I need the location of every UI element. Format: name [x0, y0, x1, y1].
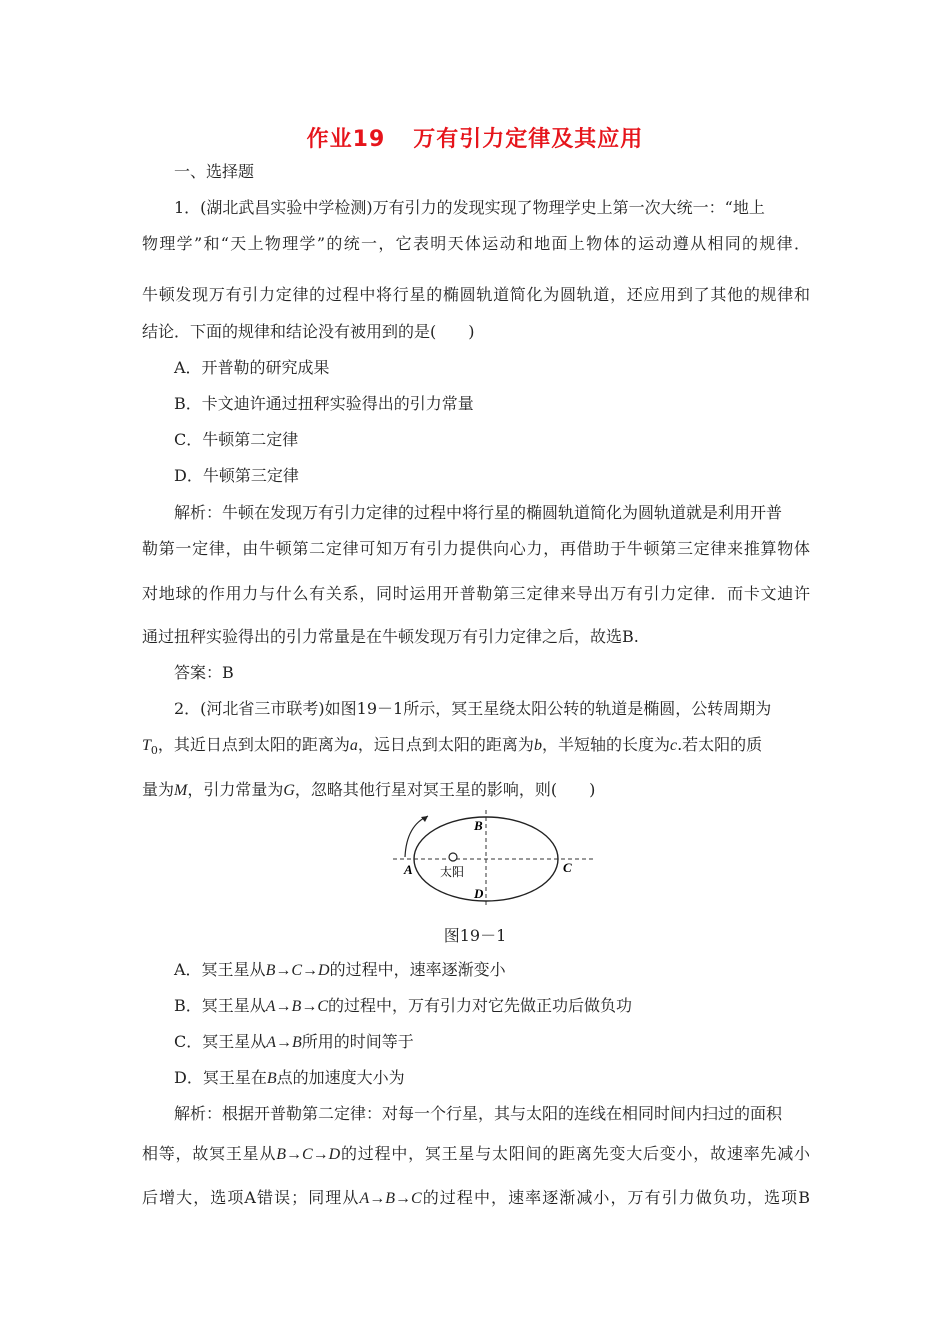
title-assignment-number: 作业19 [306, 127, 386, 152]
point-label-c: C [563, 860, 572, 875]
text: 的过程中，速率逐渐变小 [329, 960, 506, 979]
q2-line-2 [142, 735, 762, 761]
path-label: A→B [266, 1034, 302, 1051]
text: ，其近日点到太阳的距离为 [157, 735, 350, 754]
text: B．冥王星从 [174, 996, 266, 1015]
var-b: b [533, 737, 542, 754]
point-label-b: B [474, 818, 483, 833]
title-topic: 万有引力定律及其应用 [413, 127, 644, 152]
text: 所用的时间等于 [301, 1032, 414, 1051]
text: 的过程中，万有引力对它先做正功后做负功 [327, 996, 632, 1015]
q1-analysis-line-2: 勒第一定律，由牛顿第二定律可知万有引力提供向心力，再借助于牛顿第三定律来推算物体 [142, 539, 810, 558]
var-M: M [174, 782, 188, 799]
text: ，引力常量为 [187, 780, 284, 799]
q2-option-b [174, 996, 632, 1017]
q2-line-3 [142, 780, 595, 801]
text: ，半短轴的长度为 [541, 735, 670, 754]
text: 相等，故冥王星从 [142, 1144, 277, 1163]
text: ，忽略其他行星对冥王星的影响，则( ) [294, 780, 596, 799]
sun-label: 太阳 [440, 865, 465, 879]
sun-marker [449, 853, 457, 861]
q1-option-b: B．卡文迪许通过扭秤实验得出的引力常量 [174, 394, 474, 413]
var-c: c [669, 737, 678, 754]
q1-line-4: 结论．下面的规律和结论没有被用到的是( ) [142, 322, 475, 341]
q2-line-1: 2．(河北省三市联考)如图19－1所示，冥王星绕太阳公转的轨道是椭圆，公转周期为 [174, 699, 772, 718]
q1-line-3: 牛顿发现万有引力定律的过程中将行星的椭圆轨道简化为圆轨道，还应用到了其他的规律和 [142, 285, 810, 304]
text: C．冥王星从 [174, 1032, 267, 1051]
text: D．冥王星在 [174, 1068, 267, 1087]
var-G: G [283, 782, 295, 799]
page-title [0, 122, 950, 153]
var-a: a [349, 737, 358, 754]
point-label-a: A [404, 862, 413, 877]
q1-option-d: D．牛顿第三定律 [174, 466, 299, 485]
path-label: B→C→D [276, 1146, 341, 1163]
section-heading: 一、选择题 [174, 162, 255, 181]
text: 的过程中，速率逐渐减小，万有引力做负功，选项B [421, 1188, 810, 1207]
text: A．冥王星从 [174, 960, 266, 979]
q2-analysis-line-2 [142, 1144, 810, 1165]
path-label: B→C→D [265, 962, 330, 979]
text: 后增大，选项A错误；同理从 [142, 1188, 360, 1207]
text: 的过程中，冥王星与太阳间的距离先变大后变小，故速率先减小 [340, 1144, 810, 1163]
q2-analysis-line-3 [142, 1188, 810, 1209]
subscript-0: 0 [150, 744, 158, 758]
text: 点的加速度大小为 [276, 1068, 405, 1087]
text: ，远日点到太阳的距离为 [357, 735, 534, 754]
q1-analysis-line-3: 对地球的作用力与什么有关系，同时运用开普勒第三定律来导出万有引力定律．而卡文迪许 [142, 584, 810, 603]
orbit-figure [390, 806, 600, 915]
path-label: A→B→C [359, 1190, 422, 1207]
q1-analysis-line-4: 通过扭秤实验得出的引力常量是在牛顿发现万有引力定律之后，故选B. [142, 627, 639, 646]
q2-option-c [174, 1032, 414, 1053]
q2-option-a [174, 960, 506, 981]
orbit-diagram [390, 806, 600, 911]
var-T: T [142, 737, 151, 754]
q1-analysis-line-1: 解析：牛顿在发现万有引力定律的过程中将行星的椭圆轨道简化为圆轨道就是利用开普 [174, 503, 783, 522]
q1-answer: 答案：B [174, 663, 234, 682]
q1-line-1: 1．(湖北武昌实验中学检测)万有引力的发现实现了物理学史上第一次大统一：“地上 [174, 198, 765, 217]
path-label: B [266, 1070, 277, 1087]
text: .若太阳的质 [677, 735, 763, 754]
point-label-d: D [474, 886, 484, 901]
text: 量为 [142, 780, 175, 799]
figure-caption: 图19－1 [443, 926, 507, 945]
path-label: A→B→C [265, 998, 328, 1015]
q1-line-2: 物理学”和“天上物理学”的统一，它表明天体运动和地面上物体的运动遵从相同的规律． [142, 234, 810, 253]
q2-analysis-line-1: 解析：根据开普勒第二定律：对每一个行星，其与太阳的连线在相同时间内扫过的面积 [174, 1104, 783, 1123]
q1-option-c: C．牛顿第二定律 [174, 430, 299, 449]
q1-option-a: A．开普勒的研究成果 [174, 358, 330, 377]
q2-option-d [174, 1068, 405, 1089]
